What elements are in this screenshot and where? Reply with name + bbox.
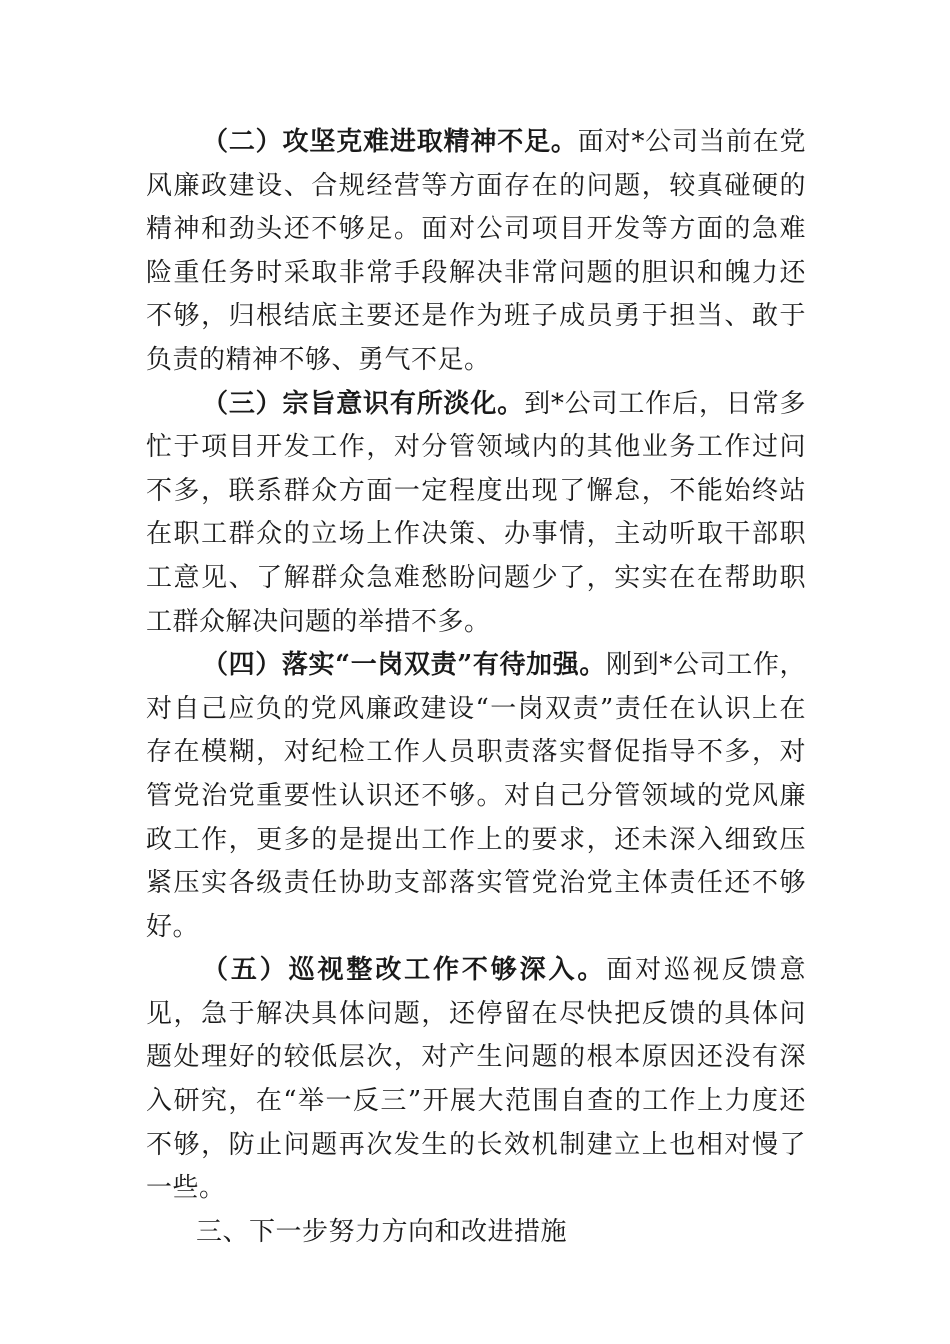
paragraph-2-lead: （二）攻坚克难进取精神不足。 [202,127,578,157]
paragraph-5-body: 面对巡视反馈意见，急于解决具体问题，还停留在尽快把反馈的具体问题处理好的较低层次，对产生问题的根本原因还没有深入研究，在“举一反三”开展大范围自查的工作上力度还不够，防止问题再次发生的长效机制建立上也相对慢了一些。 [146,955,806,1204]
paragraph-5-lead: （五）巡视整改工作不够深入。 [202,955,607,986]
paragraph-2 [146,121,806,383]
paragraph-3-body: 到*公司工作后，日常多忙于项目开发工作，对分管领域内的其他业务工作过问不多，联系群众方面一定程度出现了懈怠，不能始终站在职工群众的立场上作决策、办事情，主动听取干部职工意见、了解群众急难愁盼问题少了，实实在在帮助职工群众解决问题的举措不多。 [146,388,806,637]
paragraph-4-lead: （四）落实“一岗双责”有待加强。 [202,650,607,681]
document-body [146,121,806,1254]
paragraph-4-body: 刚到*公司工作，对自己应负的党风廉政建设“一岗双责”责任在认识上在存在模糊，对纪检工作人员职责落实督促指导不多，对管党治党重要性认识还不够。对自己分管领域的党风廉政工作，更多的是提出工作上的要求，还未深入细致压紧压实各级责任协助支部落实管党治党主体责任还不够好。 [146,650,806,942]
paragraph-5 [146,949,806,1211]
paragraph-2-body: 面对*公司当前在党风廉政建设、合规经营等方面存在的问题，较真碰硬的精神和劲头还不够足。面对公司项目开发等方面的急难险重任务时采取非常手段解决非常问题的胆识和魄力还不够，归根结底主要还是作为班子成员勇于担当、敢于负责的精神不够、勇气不足。 [146,127,806,375]
section-heading: 三、下一步努力方向和改进措施 [196,1216,568,1247]
paragraph-3-lead: （三）宗旨意识有所淡化。 [202,388,525,419]
paragraph-4 [146,644,806,949]
paragraph-3 [146,383,806,645]
